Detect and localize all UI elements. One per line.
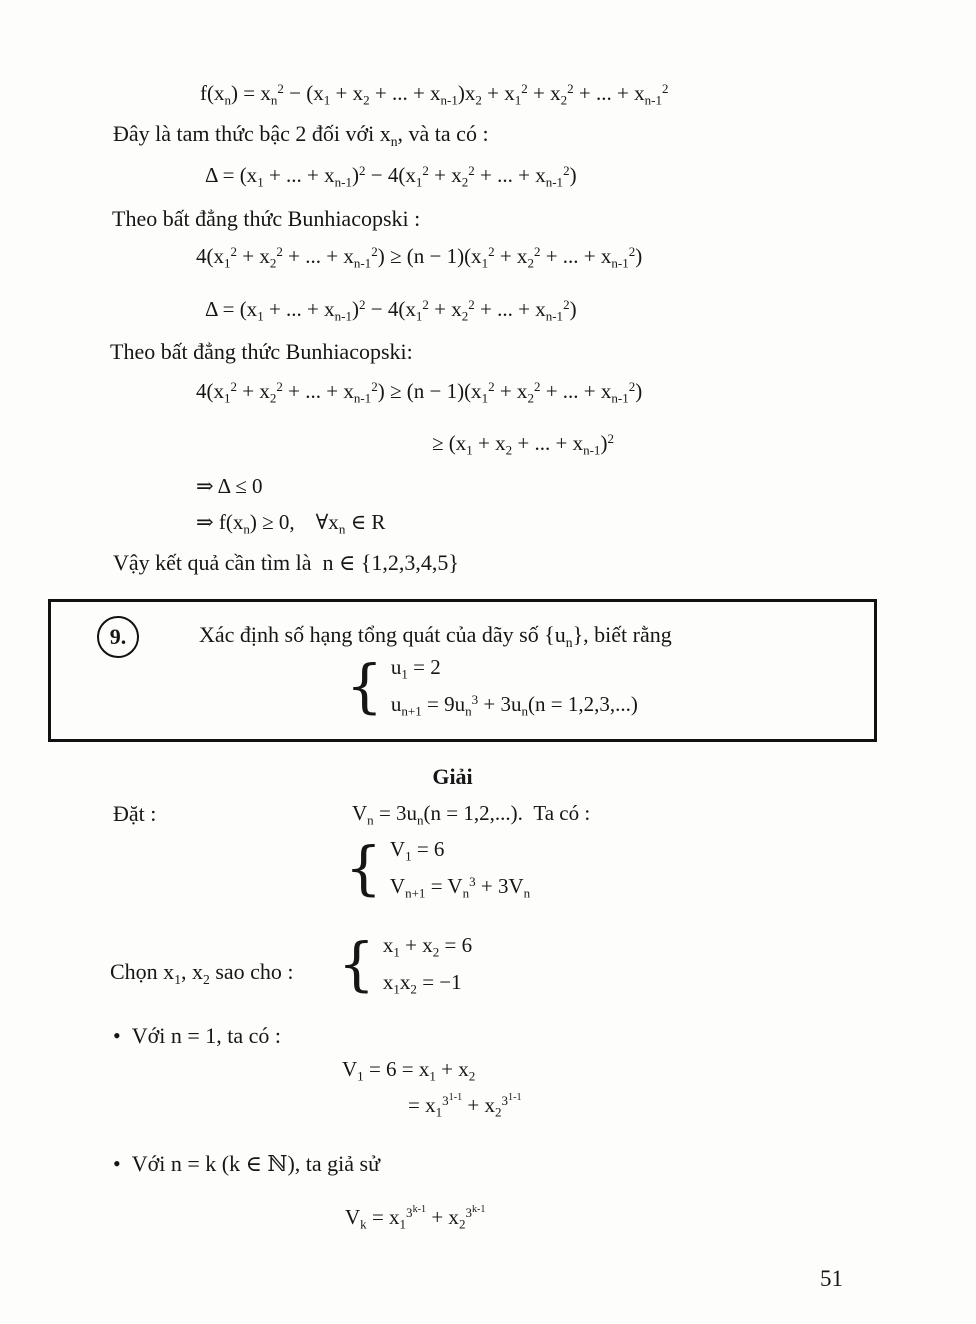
system-rows bbox=[390, 836, 530, 901]
equation-f-ge-0: ⇒ $f(x_n) \ge 0$, $\forall x_n$ ∈ R bbox=[196, 510, 386, 537]
equation-v1: $V_1 = 6$ bbox=[389, 837, 445, 864]
system-rows bbox=[391, 654, 638, 719]
problem-9-box bbox=[48, 599, 877, 742]
problem-9-system bbox=[346, 654, 638, 719]
system-brace-icon: { bbox=[346, 652, 383, 721]
x-system bbox=[338, 932, 472, 997]
equation-inequality-2: $4(x_1^2 + x_2^2$ + ... + $x_{n-1}^2) \ge (n - 1)(x_1^2 + x_2^2$ + ... + $x_{n-1}^2$) bbox=[196, 378, 643, 406]
text-bunhiacopski-1: Theo bất đẳng thức Bunhiacopski : bbox=[112, 206, 421, 231]
text-quadratic-note: Đây là tam thức bậc 2 đối với $x_n$, và ta có : bbox=[113, 121, 489, 149]
equation-x1-plus-x2: $x_1 + x_2 = 6$ bbox=[382, 933, 473, 960]
equation-un-plus-1: $u_{n+1} = 9u_n^3 + 3u_n(n = 1,2,3,...)$ bbox=[390, 692, 638, 719]
problem-number-badge bbox=[97, 616, 139, 658]
equation-v1-powers: = $x_1^{3^{1-1}} + x_2^{3^{1-1}}$ bbox=[408, 1091, 522, 1120]
page-number: 51 bbox=[820, 1266, 843, 1291]
equation-vn-def: $V_n = 3u_n(n = 1,2,...)$. Ta có : bbox=[352, 801, 591, 828]
equation-u1: $u_1 = 2$ bbox=[390, 655, 441, 682]
problem-9-title: Xác định số hạng tổng quát của dãy số $\{u_n\}$, biết rằng bbox=[199, 622, 672, 650]
equation-inequality-1: $4(x_1^2 + x_2^2$ + ... + $x_{n-1}^2) \ge (n - 1)(x_1^2 + x_2^2$ + ... + $x_{n-1}^2$) bbox=[196, 243, 643, 271]
bullet-case-n1: • Với n = 1, ta có : bbox=[113, 1023, 281, 1048]
equation-x1-times-x2: $x_1x_2 = -1$ bbox=[382, 970, 462, 997]
equation-delta-2: $\Delta = (x_1$ + ... + $x_{n-1})^2 - 4(x_1^2 + x_2^2$ + ... + $x_{n-1}^2$) bbox=[205, 296, 577, 324]
system-brace-icon: { bbox=[345, 834, 382, 903]
text-conclusion: Vậy kết quả cần tìm là n ∈ {1,2,3,4,5} bbox=[113, 550, 459, 575]
system-rows bbox=[383, 932, 472, 997]
v-system bbox=[345, 836, 530, 901]
equation-vk-powers: $V_k = x_1^{3^{k-1}} + x_2^{3^{k-1}}$ bbox=[345, 1203, 486, 1232]
equation-delta-1: $\Delta = (x_1$ + ... + $x_{n-1})^2 - 4(x_1^2 + x_2^2$ + ... + $x_{n-1}^2$) bbox=[205, 162, 577, 190]
problem-number: 9. bbox=[109, 624, 127, 649]
equation-v1-sum: $V_1 = 6 = x_1 + x_2$ bbox=[342, 1057, 476, 1084]
equation-f-xn: $f(x_n) = x_n^2 - (x_1 + x_2$ + ... + $x_{n-1})x_2 + x_1^2 + x_2^2$ + ... + $x_{n-1}^2$ bbox=[200, 80, 669, 108]
equation-delta-le-0: ⇒ Δ ≤ 0 bbox=[196, 474, 263, 498]
system-brace-icon: { bbox=[338, 930, 375, 999]
text-bunhiacopski-2: Theo bất đẳng thức Bunhiacopski: bbox=[110, 339, 413, 364]
text-chon-label: Chọn $x_1$, $x_2$ sao cho : bbox=[110, 959, 294, 987]
equation-inequality-3: ≥ ($x_1 + x_2$ + ... + $x_{n-1})^2$ bbox=[432, 430, 614, 458]
solution-heading: Giải bbox=[432, 764, 473, 789]
text-dat-label: Đặt : bbox=[113, 801, 157, 826]
equation-vn-plus-1: $V_{n+1} = V_n^3 + 3V_n$ bbox=[389, 874, 531, 901]
bullet-case-nk: • Với n = k (k ∈ ℕ), ta giả sử bbox=[113, 1151, 381, 1176]
